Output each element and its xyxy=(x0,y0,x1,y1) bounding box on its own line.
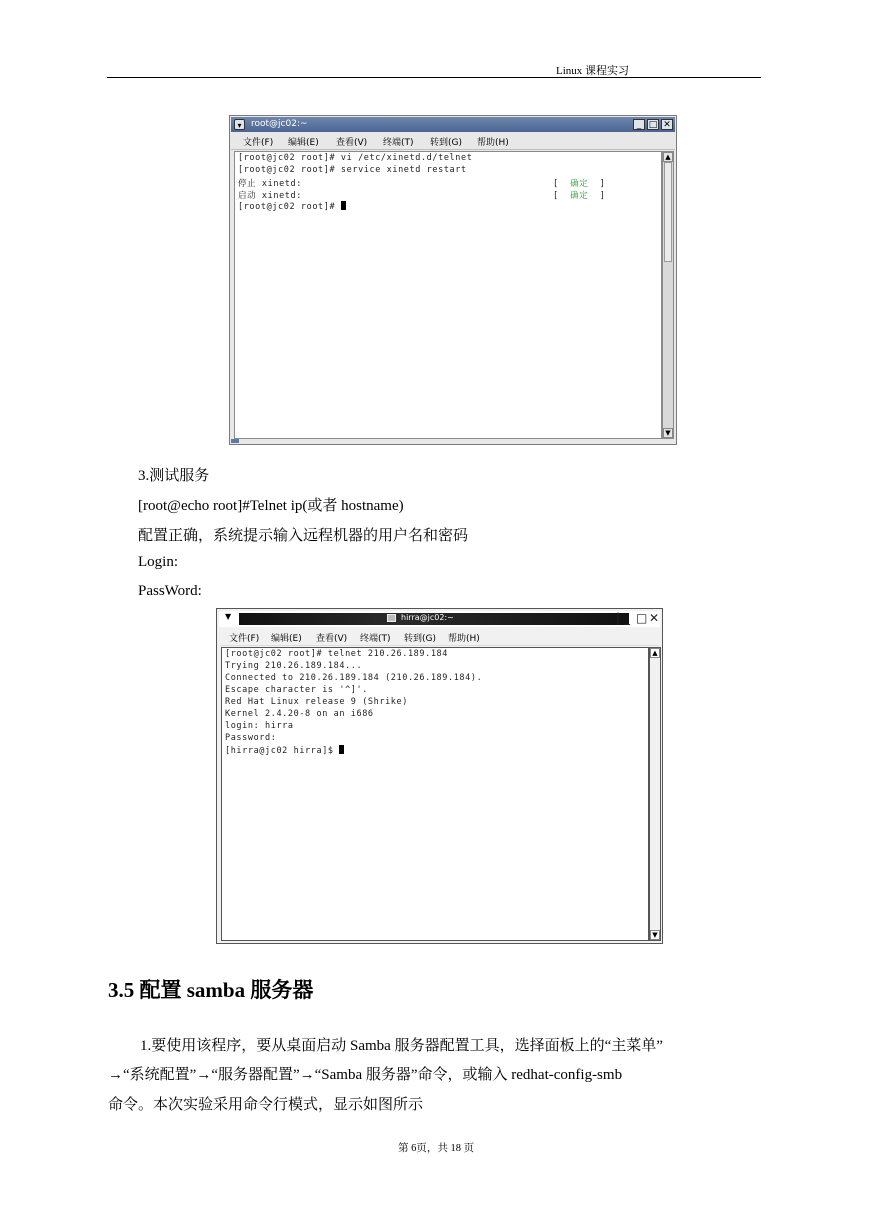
terminal-line: Connected to 210.26.189.184 (210.26.189.184). xyxy=(225,673,483,683)
title-separator: | xyxy=(616,611,621,625)
window-title: root@jc02:~ xyxy=(251,119,308,129)
paragraph-line: 1.要使用该程序，要从桌面启动 Samba 服务器配置工具，选择面板上的“主菜单” xyxy=(140,1038,663,1054)
menu-view[interactable]: 查看(V) xyxy=(316,634,348,644)
menu-view[interactable]: 查看(V) xyxy=(336,138,368,148)
prompt-text: [root@jc02 root]# xyxy=(238,202,341,212)
cursor xyxy=(341,201,346,210)
menu-help[interactable]: 帮助(H) xyxy=(477,138,509,148)
terminal-line: [root@jc02 root]# telnet 210.26.189.184 xyxy=(225,649,448,659)
cursor xyxy=(339,745,344,754)
terminal-area[interactable] xyxy=(221,647,649,941)
section-title: 3.5 配置 samba 服务器 xyxy=(108,978,314,1002)
terminal-line: [root@jc02 root]# service xinetd restart xyxy=(238,165,467,175)
window-menu-icon[interactable]: ▾ xyxy=(234,119,245,130)
bracket-open: [ xyxy=(553,191,559,201)
close-icon[interactable]: ✕ xyxy=(661,119,673,130)
menu-help[interactable]: 帮助(H) xyxy=(448,634,480,644)
terminal-line: Password: xyxy=(225,733,277,743)
menu-bar xyxy=(231,133,675,150)
prompt-text: [hirra@jc02 hirra]$ xyxy=(225,746,340,756)
terminal-line: login: hirra xyxy=(225,721,294,731)
menu-goto[interactable]: 转到(G) xyxy=(404,634,436,644)
bracket-close: ] xyxy=(599,191,606,201)
scroll-up-icon[interactable]: ▲ xyxy=(650,648,660,658)
scroll-thumb[interactable] xyxy=(664,162,672,262)
menu-file[interactable]: 文件(F) xyxy=(243,138,274,148)
window-corner xyxy=(231,439,239,443)
paragraph-line: 命令。本次实验采用命令行模式，显示如图所示 xyxy=(108,1097,424,1113)
menu-edit[interactable]: 编辑(E) xyxy=(288,138,319,148)
terminal-line: Kernel 2.4.20-8 on an i686 xyxy=(225,709,374,719)
status-ok xyxy=(553,189,606,201)
login-text: Login: xyxy=(138,554,178,570)
terminal-line: 停止 xinetd: xyxy=(238,179,302,189)
password-text: PassWord: xyxy=(138,583,202,599)
terminal-line: Escape character is '^]'. xyxy=(225,685,368,695)
description-text: 配置正确，系统提示输入远程机器的用户名和密码 xyxy=(138,528,469,544)
terminal-area[interactable] xyxy=(234,151,662,439)
menu-edit[interactable]: 编辑(E) xyxy=(271,634,302,644)
minimize-icon[interactable]: _ xyxy=(633,119,645,130)
bracket-open: [ xyxy=(553,179,559,189)
maximize-icon[interactable]: □ xyxy=(648,120,658,130)
command-text: [root@echo root]#Telnet ip(或者 hostname) xyxy=(138,498,404,514)
window-menu-icon[interactable]: ▼ xyxy=(225,612,232,621)
window-titlebar xyxy=(231,117,675,132)
scrollbar[interactable] xyxy=(662,151,674,439)
terminal-prompt xyxy=(225,745,344,756)
terminal-icon xyxy=(387,614,396,622)
terminal-prompt xyxy=(238,201,346,212)
bracket-close: ] xyxy=(599,179,606,189)
menu-file[interactable]: 文件(F) xyxy=(229,634,260,644)
menu-bar xyxy=(220,629,659,646)
menu-terminal[interactable]: 终端(T) xyxy=(360,634,391,644)
ok-label: 确定 xyxy=(570,179,589,189)
scroll-down-icon[interactable]: ▼ xyxy=(650,930,660,940)
terminal-line: 启动 xinetd: xyxy=(238,191,302,201)
terminal-window-1 xyxy=(229,115,677,445)
minimize-icon[interactable]: _ xyxy=(624,611,630,625)
scrollbar[interactable] xyxy=(649,647,661,941)
close-icon[interactable]: ✕ xyxy=(649,611,660,625)
step-heading: 3.测试服务 xyxy=(138,468,210,484)
scroll-up-icon[interactable]: ▲ xyxy=(663,152,673,162)
window-title: hirra@jc02:~ xyxy=(401,613,454,622)
scroll-down-icon[interactable]: ▼ xyxy=(663,428,673,438)
maximize-icon[interactable]: □ xyxy=(636,611,648,625)
terminal-line: Red Hat Linux release 9 (Shrike) xyxy=(225,697,408,707)
window-titlebar xyxy=(219,611,660,627)
terminal-line: [root@jc02 root]# vi /etc/xinetd.d/telnet xyxy=(238,153,473,163)
page-number: 第 6页，共 18 页 xyxy=(398,1143,475,1154)
ok-label: 确定 xyxy=(570,191,589,201)
header-rule xyxy=(107,77,761,78)
status-ok xyxy=(553,177,606,189)
menu-goto[interactable]: 转到(G) xyxy=(430,138,462,148)
terminal-window-2 xyxy=(216,608,663,944)
header-title: Linux 课程实习 xyxy=(556,65,630,77)
paragraph-line: →“系统配置”→“服务器配置”→“Samba 服务器”命令，或输入 redhat-config-smb xyxy=(108,1067,623,1083)
terminal-line: Trying 210.26.189.184... xyxy=(225,661,363,671)
menu-terminal[interactable]: 终端(T) xyxy=(383,138,414,148)
